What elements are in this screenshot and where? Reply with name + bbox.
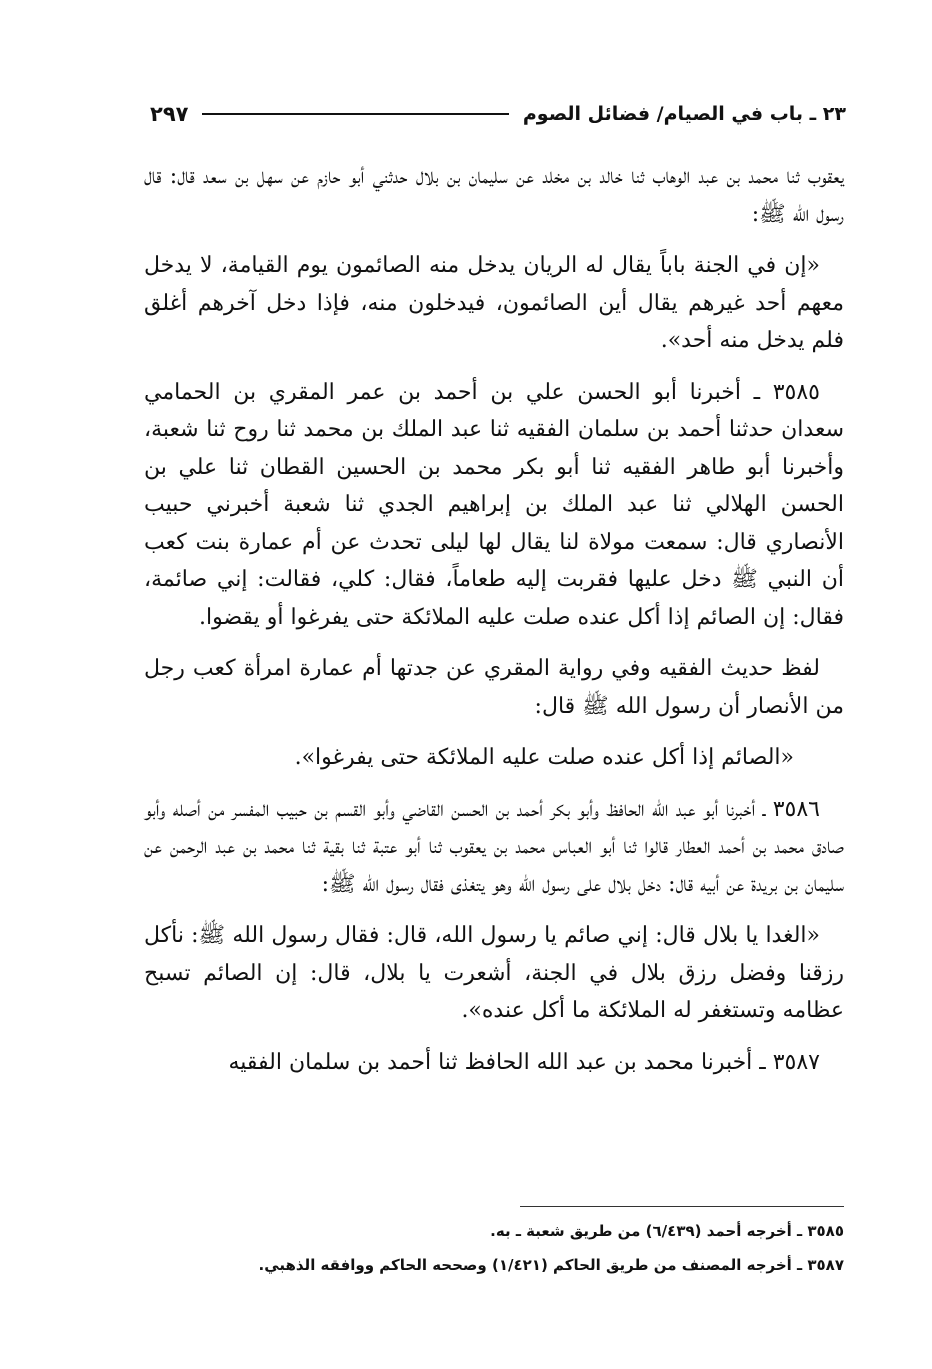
paragraph-variant-note: لفظ حديث الفقيه وفي رواية المقري عن جدتها أم عمارة امرأة كعب رجل من الأنصار أن رسول الله ﷺ قال: <box>144 656 844 719</box>
paragraph-hadith-bilal: «الغدا يا بلال قال: إني صائم يا رسول الله، قال: فقال رسول الله ﷺ: نأكل رزقنا وفضل رزق بلال في الجنة، أشعرت يا بلال، قال: إن الصائم تسبح عظامه وتستغفر له الملائكة ما أكل عنده». <box>144 923 844 1023</box>
paragraph-quote: «الصائم إذا أكل عنده صلت عليه الملائكة حتى يفرغوا». <box>294 745 794 770</box>
paragraph-hadith-3585: ٣٥٨٥ ـ أخبرنا أبو الحسن علي بن أحمد بن عمر المقري بن الحمامي سعدان حدثنا أحمد بن سلمان الفقيه ثنا عبد الملك بن محمد ثنا روح ثنا شعبة، وأخبرنا أبو طاهر الفقيه ثنا أبو بكر محمد بن الحسين القطان ثنا علي بن الحسن الهلالي ثنا عبد الملك بن إبراهيم الجدي ثنا شعبة أخبرني حبيب الأنصاري قال: سمعت مولاة لنا يقال لها ليلى تحدث عن أم عمارة بنت كعب أن النبي ﷺ دخل عليها فقربت إليه طعاماً، فقال: كلي، فقالت: إني صائمة، فقال: إن الصائم إذا أكل عنده صلت عليه الملائكة حتى يفرغوا أو يقضوا. <box>144 379 844 630</box>
paragraph-hadith-rayyan: «إن في الجنة باباً يقال له الريان يدخل منه الصائمون يوم القيامة، لا يدخل معهم أحد غيرهم يقال أين الصائمون، فيدخلون منه، فإذا دخل آخرهم أغلق فلم يدخل منه أحد». <box>144 253 844 353</box>
paragraph-hadith-3587: ٣٥٨٧ ـ أخبرنا محمد بن عبد الله الحافظ ثنا أحمد بن سلمان الفقيه <box>228 1049 820 1075</box>
running-header <box>150 96 846 132</box>
page-number: ٢٩٧ <box>150 102 189 126</box>
footnote-3587: ٣٥٨٧ ـ أخرجه المصنف من طريق الحاكم (١/٤٢١) وصححه الحاكم ووافقه الذهبي. <box>258 1256 844 1274</box>
header-rule <box>202 113 508 115</box>
chapter-title: ٢٣ ـ باب في الصيام/ فضائل الصوم <box>522 103 846 125</box>
footnotes <box>144 1214 844 1282</box>
footnote-rule <box>520 1206 844 1207</box>
main-text <box>144 158 844 1095</box>
paragraph-hadith-3586: ٣٥٨٦ ـ أخبرنا أبو عبد الله الحافظ وأبو بكر أحمد بن الحسن القاضي وأبو القسم بن حبيب المفسر من أصله وأبو صادق محمد بن أحمد العطار قالوا ثنا أبو العباس محمد بن يعقوب ثنا أبو عتبة ثنا بقية ثنا محمد بن عبد الرحمن عن سليمان بن بريدة عن أبيه قال: دخل بلال على رسول الله وهو يتغذى فقال رسول الله ﷺ: <box>144 796 844 897</box>
footnote-3585: ٣٥٨٥ ـ أخرجه أحمد (٦/٤٣٩) من طريق شعبة ـ به. <box>490 1222 844 1240</box>
paragraph-isnad-continuation: يعقوب ثنا محمد بن عبد الوهاب ثنا خالد بن مخلد عن سليمان بن بلال حدثني أبو حازم عن سهل بن سعد قال: قال رسول الله ﷺ: <box>144 164 844 227</box>
